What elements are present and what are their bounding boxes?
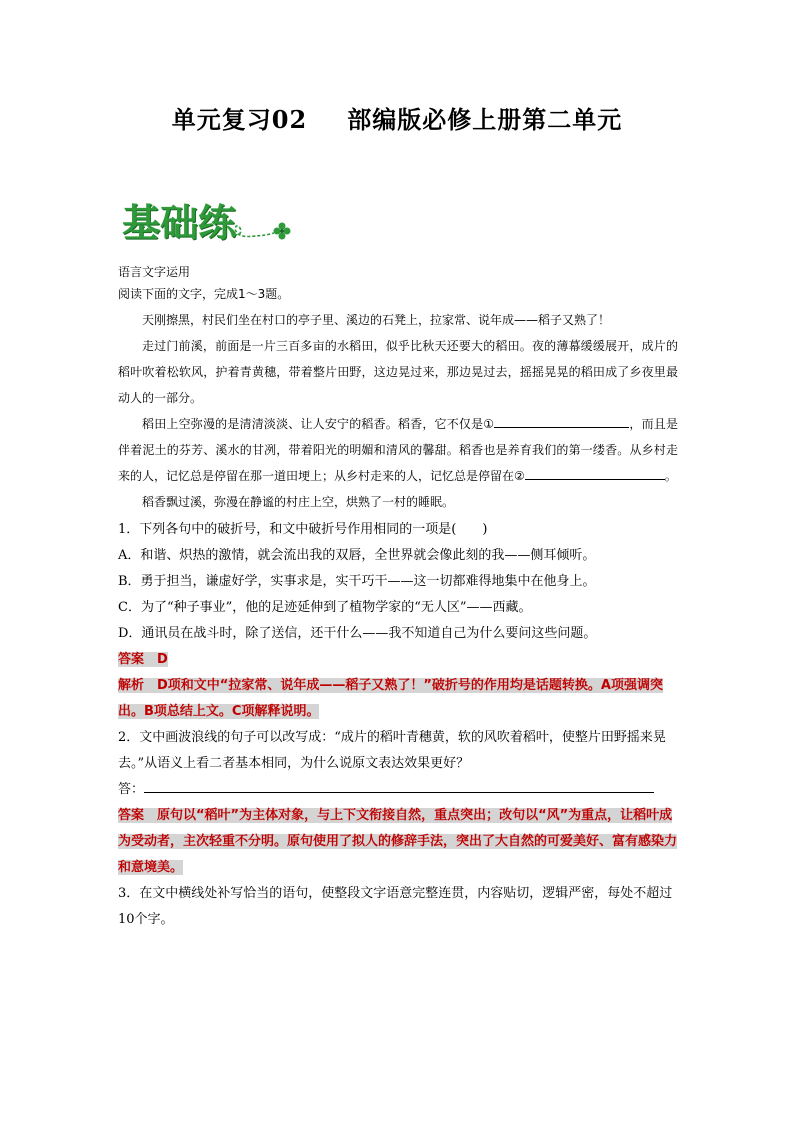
passage-p3-part-c: 。 bbox=[664, 469, 677, 483]
title-left: 单元复习02 bbox=[171, 105, 308, 134]
question-1-stem: 1．下列各句中的破折号，和文中破折号作用相同的一项是( ) bbox=[118, 522, 488, 537]
section-heading: 语言文字运用 bbox=[118, 265, 191, 279]
passage-p3-part-a: 稻田上空弥漫的是清清淡淡、让人安宁的稻香。稻香，它不仅是① bbox=[142, 417, 495, 431]
question-2-answer: 答案 原句以“稻叶”为主体对象，与上下文衔接自然，重点突出；改句以“风”为重点，让稻叶成为受动者，主次轻重不分明。原句使用了拟人的修辞手法，突出了大自然的可爱美好、富有感染力和意境美。 bbox=[118, 808, 678, 875]
answer-input-line[interactable] bbox=[144, 778, 654, 793]
question-1-option-c: C．为了“种子事业”，他的足迹延伸到了植物学家的“无人区”——西藏。 bbox=[118, 600, 532, 615]
page-title bbox=[0, 100, 794, 135]
section-logo bbox=[122, 192, 282, 252]
question-1-option-b: B．勇于担当，谦虚好学，实事求是，实干巧干——这一切都难得地集中在他身上。 bbox=[118, 574, 596, 589]
question-2-answer-line bbox=[118, 777, 678, 803]
question-1-answer: 答案 D bbox=[118, 652, 168, 667]
fill-blank-1[interactable] bbox=[494, 413, 629, 428]
passage-paragraph-1: 天刚擦黑，村民们坐在村口的亭子里、溪边的石凳上，拉家常、说年成——稻子又熟了！ bbox=[142, 313, 611, 327]
exercise-content bbox=[118, 262, 678, 933]
passage-paragraph-4: 稻香飘过溪，弥漫在静谧的村庄上空，烘熟了一村的睡眠。 bbox=[142, 495, 455, 509]
fill-blank-2[interactable] bbox=[525, 465, 665, 480]
question-2-stem: 2．文中画波浪线的句子可以改写成：“成片的稻叶青穗黄，软的风吹着稻叶，使整片田野摇来晃去。”从语义上看二者基本相同，为什么说原文表达效果更好？ bbox=[118, 730, 666, 771]
passage-paragraph-2: 走过门前溪，前面是一片三百多亩的水稻田，似乎比秋天还要大的稻田。夜的薄幕缓缓展开，成片的稻叶吹着松软风，护着青黄穗，带着整片田野，这边晃过来，那边晃过去，摇摇晃晃的稻田成了乡夜里最动人的一部分。 bbox=[118, 339, 678, 405]
passage-paragraph-3 bbox=[118, 411, 678, 489]
question-3-stem: 3．在文中横线处补写恰当的语句，使整段文字语意完整连贯，内容贴切，逻辑严密，每处不超过10个字。 bbox=[118, 886, 673, 927]
question-1-option-d: D．通讯员在战斗时，除了送信，还干什么——我不知道自己为什么要问这些问题。 bbox=[118, 626, 597, 641]
question-1-analysis: 解析 D项和文中“拉家常、说年成——稻子又熟了！”破折号的作用均是话题转换。A项强调突出。B项总结上文。C项解释说明。 bbox=[118, 678, 663, 719]
question-1-option-a: A．和谐、炽热的激情，就会流出我的双唇，全世界就会像此刻的我——侧耳倾听。 bbox=[118, 548, 596, 563]
logo-text: 基础练 bbox=[122, 201, 237, 245]
title-right: 部编版必修上册第二单元 bbox=[347, 105, 623, 134]
clover-swirl-icon bbox=[222, 214, 294, 244]
instruction: 阅读下面的文字，完成1～3题。 bbox=[118, 287, 290, 301]
passage-p3-part-b: ，而且是伴着泥土的芬芳、溪水的甘冽，带着阳光的明媚和清风的馨甜。稻香也是养育我们的第一缕香。从乡村走来的人，记忆总是停留在那一道田埂上；从乡村走来的人，记忆总是停留在② bbox=[118, 417, 678, 483]
answer-label: 答： bbox=[118, 782, 145, 797]
